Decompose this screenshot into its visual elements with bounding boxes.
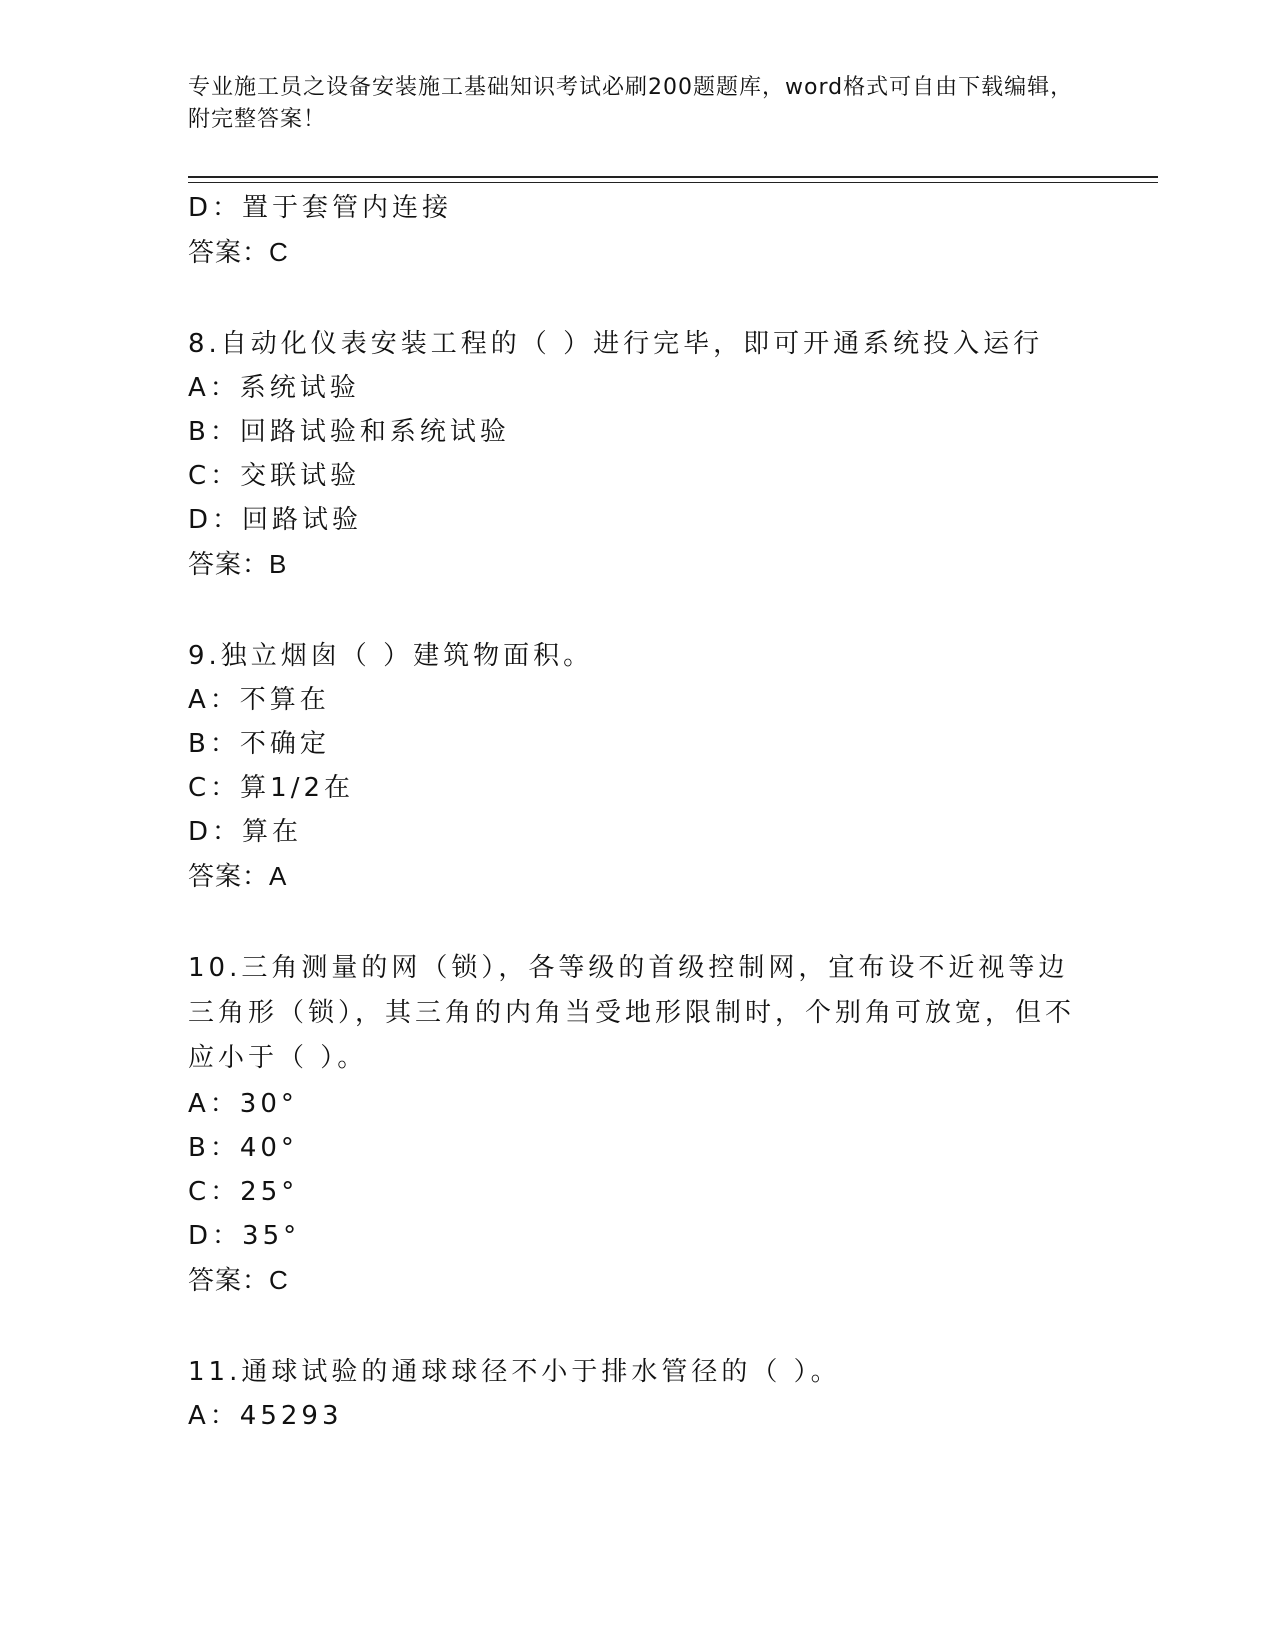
q10-answer: 答案：C [188,1265,289,1295]
q10-option-a: A：30° [188,1089,298,1119]
q10-question: 10.三角测量的网（锁），各等级的首级控制网，宜布设不近视等边三角形（锁），其三角的内角当受地形限制时，个别角可放宽，但不应小于（ ）。 [188,953,1076,1073]
prev-option-d: D：置于套管内连接 [188,193,453,223]
q8-option-a: A：系统试验 [188,373,360,403]
header-divider-thin [188,182,1158,183]
q8-answer: 答案：B [188,549,288,579]
q10-option-d: D：35° [188,1221,301,1251]
q10-option-c: C：25° [188,1177,299,1207]
q8-option-b: B：回路试验和系统试验 [188,417,510,447]
q9-question: 9.独立烟囱（ ）建筑物面积。 [188,641,594,671]
q9-answer: 答案：A [188,861,288,891]
q11-question: 11.通球试验的通球球径不小于排水管径的（ ）。 [188,1357,841,1387]
q8-option-c: C：交联试验 [188,461,361,491]
prev-answer: 答案：C [188,237,289,267]
q9-option-c: C：算1/2在 [188,773,354,803]
q11-option-a: A：45293 [188,1401,343,1431]
q10-option-b: B：40° [188,1133,298,1163]
q8-option-d: D：回路试验 [188,505,363,535]
q9-option-b: B：不确定 [188,729,330,759]
q9-option-d: D：算在 [188,817,303,847]
q8-question: 8.自动化仪表安装工程的（ ）进行完毕，即可开通系统投入运行 [188,329,1044,359]
header-divider-thick [188,176,1158,178]
document-header: 专业施工员之设备安装施工基础知识考试必刷200题题库，word格式可自由下载编辑，附完整答案！ [188,75,1074,132]
q9-option-a: A：不算在 [188,685,330,715]
